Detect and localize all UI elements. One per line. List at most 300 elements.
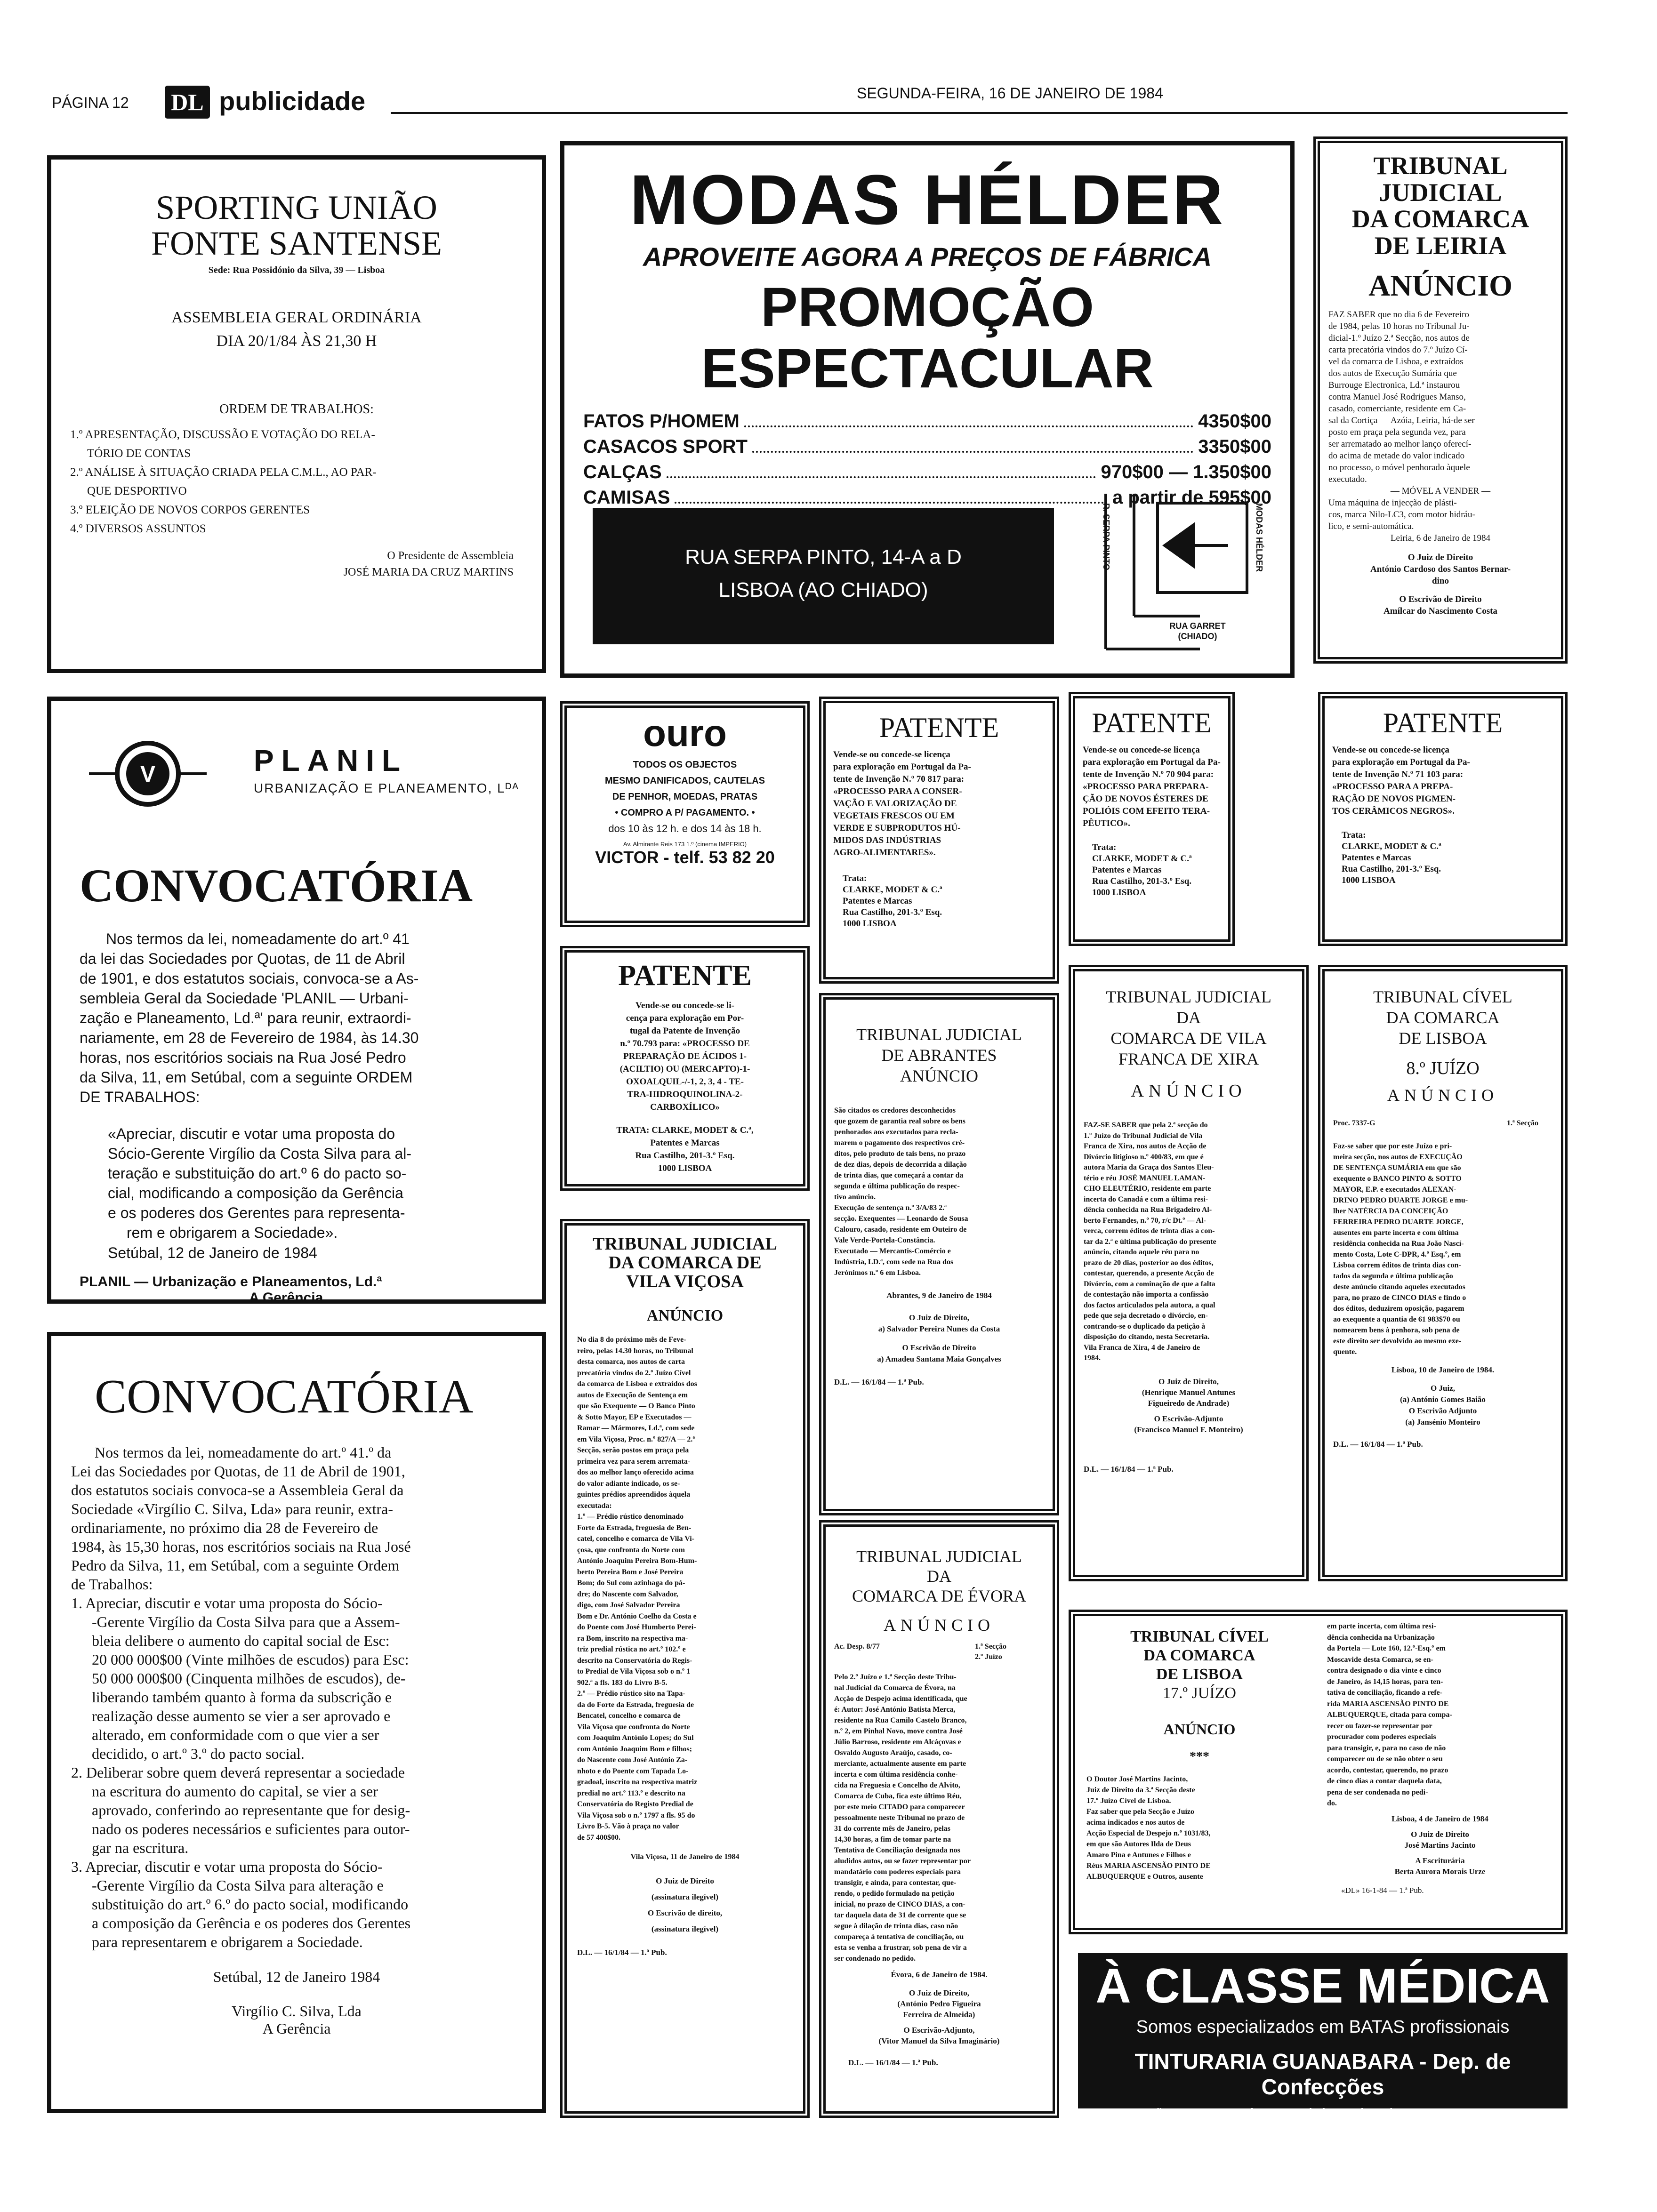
- abrantes-notice: [819, 993, 1059, 1515]
- sporting-orders: [70, 425, 542, 538]
- patente-line: PREPARAÇÃO DE ÁCIDOS 1-: [623, 1051, 747, 1061]
- body-line: por este meio CITADO para comparecer: [834, 1803, 965, 1811]
- body-line: No dia 8 do próximo mês de Feve-: [577, 1336, 686, 1344]
- evora-dl: D.L. — 16/1/84 — 1.ª Pub.: [848, 2058, 938, 2067]
- title-line: FRANCA DE XIRA: [1118, 1050, 1259, 1068]
- map-garrett-label: RUA GARRET (CHIADO): [1169, 621, 1226, 641]
- body-line: de 1984, pelas 10 horas no Tribunal Ju-: [1328, 321, 1470, 331]
- body-line: prazo de 20 dias, posterior ao dos éditos,: [1084, 1258, 1214, 1267]
- body-line: casado, comerciante, residente em Ca-: [1328, 403, 1466, 414]
- body-line: predial no art.º 113.º e descrito na: [577, 1789, 685, 1797]
- title-line: TRIBUNAL JUDICIAL: [1106, 987, 1271, 1006]
- body-line: Bencatel, concelho e comarca de: [577, 1712, 681, 1720]
- body-line: quente.: [1333, 1348, 1357, 1356]
- body-line: segunda e última publicação do respec-: [834, 1182, 960, 1190]
- classe-company: TINTURARIA GUANABARA - Dep. de Confecções: [1134, 2049, 1511, 2099]
- civel-17-body-left: [1086, 1774, 1312, 1882]
- body-line: esta se venha a frustrar, sob pena de vir a: [834, 1944, 967, 1952]
- planil-body: [80, 929, 514, 1107]
- sporting-sign-1: O Presidente de Assembleia: [387, 550, 514, 562]
- patente-line: ÇÃO DE NOVOS ÉSTERES DE: [1083, 794, 1208, 804]
- sign-line: (a) Jansénio Monteiro: [1405, 1418, 1480, 1427]
- body-line: nal Judicial da Comarca de Évora, na: [834, 1684, 956, 1692]
- item-line: liberando também quanto à forma da subscrição e: [92, 1689, 392, 1706]
- trata-line: Trata:: [1342, 830, 1366, 840]
- body-line: 1.º Juízo do Tribunal Judicial de Vila: [1084, 1131, 1203, 1140]
- title-line: JUDICIAL: [1379, 178, 1502, 207]
- body-line: acordo, contestar, querendo, no prazo: [1327, 1766, 1448, 1774]
- price-item: FATOS P/HOMEM: [583, 411, 740, 432]
- ref-line: 2.º Juízo: [975, 1653, 1002, 1661]
- price-row: [583, 434, 1271, 459]
- body-line: to Predial de Vila Viçosa sob o n.º 1: [577, 1667, 691, 1676]
- body-line: — MÓVEL A VENDER —: [1390, 486, 1491, 496]
- body-line: incerta e com última residência conhe-: [834, 1771, 958, 1779]
- body-line: Divórcio litigioso n.º 400/83, em que é: [1084, 1153, 1204, 1161]
- body-line: CHO ELEUTÉRIO, residente em parte: [1084, 1185, 1211, 1193]
- body-line: precatória vindos do 2.º Juízo Cível: [577, 1369, 691, 1377]
- leiria-anuncio: ANÚNCIO: [1368, 268, 1512, 302]
- body-line: ausentes em parte incerta e com última: [1333, 1229, 1459, 1237]
- body-line: lher NATÉRCIA DA CONCEIÇÃO: [1333, 1207, 1448, 1215]
- trata-line: CLARKE, MODET & C.ª: [1342, 842, 1441, 851]
- body-line: deste anúncio citando aqueles executados: [1333, 1283, 1465, 1291]
- virgilio-items: [71, 1594, 522, 1951]
- body-line: incerta do Canadá e com a última resi-: [1084, 1195, 1208, 1203]
- leiria-title: [1328, 152, 1552, 259]
- modas-address-2: LISBOA (AO CHIADO): [718, 578, 928, 601]
- body-line: de dez dias, depois de decorrida a dilação: [834, 1161, 967, 1169]
- sign-line: José Martins Jacinto: [1404, 1840, 1476, 1850]
- body-line: horas, nos escritórios sociais na Rua José Pedro: [80, 1049, 406, 1066]
- patente-line: tugal da Patente de Invenção: [629, 1026, 740, 1036]
- patente-1-trata: [843, 873, 1045, 930]
- body-line: Faz-se saber que por este Juízo e pri-: [1333, 1142, 1452, 1150]
- vicosa-anuncio: ANÚNCIO: [646, 1306, 724, 1324]
- body-line: MAYOR, E.P. e executados ALEXAN-: [1333, 1186, 1456, 1194]
- body-line: dos estatutos sociais convoca-se a Assembleia Geral da: [71, 1482, 404, 1499]
- sign-line: Berta Aurora Morais Urze: [1394, 1867, 1486, 1876]
- body-line: merciante, actualmente ausente em parte: [834, 1760, 966, 1768]
- body-line: 17.º Juízo Cível de Lisboa.: [1086, 1796, 1171, 1805]
- page-date: SEGUNDA-FEIRA, 16 DE JANEIRO DE 1984: [857, 85, 1163, 102]
- body-line: tério e réu JOSÉ MANUEL LAMAN-: [1084, 1174, 1206, 1182]
- body-line: para transigir, e, para no caso de não: [1327, 1744, 1446, 1752]
- body-line: Acção de Despejo acima identificada, que: [834, 1695, 967, 1703]
- body-line: Divórcio, com a cominação de que a falta: [1084, 1280, 1215, 1288]
- body-line: n.º 2, em Pinhal Novo, move contra José: [834, 1727, 963, 1735]
- body-line: Sociedade «Virgílio C. Silva, Lda» para reunir, extra-: [71, 1500, 393, 1518]
- sign-line: a) Amadeu Santana Maia Gonçalves: [877, 1354, 1001, 1363]
- sign-line: O Escrivão de direito,: [647, 1908, 723, 1917]
- leiria-body: [1328, 309, 1552, 544]
- body-line: carta precatória vindos do 7.º Juízo Cí-: [1328, 345, 1468, 355]
- body-line: digo, com José Salvador Pereira: [577, 1601, 680, 1610]
- xira-anuncio: ANÚNCIO: [1131, 1081, 1247, 1101]
- title-line: DE LISBOA: [1399, 1029, 1487, 1048]
- body-line: tativa de conciliação, ficando a refe-: [1327, 1689, 1442, 1697]
- sign-line: O Escrivão de Direito: [1399, 594, 1482, 604]
- item-line: gar na escritura.: [92, 1839, 189, 1857]
- body-line: mento Costa, Lote C-DPR, 4.º Esq.º, em: [1333, 1250, 1461, 1258]
- title-line: COMARCA DE VILA: [1110, 1029, 1267, 1048]
- patente-line: RAÇÃO DE NOVOS PIGMEN-: [1332, 794, 1456, 804]
- patente-small-ad: [560, 946, 810, 1191]
- body-line: guintes prédios apreendidos àquela: [577, 1491, 691, 1499]
- title-line: TRIBUNAL CÍVEL: [1373, 987, 1512, 1006]
- virgilio-date: Setúbal, 12 de Janeiro 1984: [213, 1968, 380, 1986]
- abrantes-date: Abrantes, 9 de Janeiro de 1984: [886, 1291, 992, 1300]
- sign-line: O Juiz de Direito,: [909, 1313, 970, 1322]
- title-line: DA COMARCA: [1386, 1008, 1500, 1027]
- body-line: acima indicados e nos autos de: [1086, 1818, 1185, 1827]
- body-line: Execução de sentença n.º 3/A/83 2.ª: [834, 1204, 947, 1212]
- sign-line: (assinatura ilegível): [651, 1892, 719, 1901]
- body-line: Osvaldo Augusto Araújo, casado, co-: [834, 1749, 952, 1757]
- modas-title: MODAS HÉLDER: [629, 160, 1225, 239]
- body-line: Júlio Barroso, residente em Alcáçovas e: [834, 1738, 961, 1746]
- body-line: cida na Freguesia e Concelho de Alvito,: [834, 1781, 960, 1789]
- abrantes-sign: [834, 1312, 1044, 1365]
- body-line: berto Fernandes, n.º 70, r/c Dt.º — Al-: [1084, 1216, 1206, 1225]
- body-line: anúncio, citando aquele réu para no: [1084, 1248, 1199, 1256]
- civel-8-juizo: 8.º JUÍZO: [1406, 1058, 1480, 1078]
- trata-line: TRATA: CLARKE, MODET & C.ª,: [616, 1125, 754, 1135]
- body-line: ser arrematado ao melhor lanço oferecí-: [1328, 439, 1472, 449]
- ouro-lines: [572, 757, 797, 837]
- trata-line: 1000 LISBOA: [658, 1163, 712, 1173]
- civel-17-body-right: [1327, 1621, 1553, 1809]
- body-line: Vila Viçosa que confronta do Norte: [577, 1723, 690, 1731]
- body-line: dência conhecida na Urbanização: [1327, 1633, 1435, 1642]
- body-line: é: Autor: José António Batista Merca,: [834, 1706, 956, 1714]
- patente-2-lines: [1083, 744, 1221, 830]
- body-line: com António Joaquim Bom e filhos;: [577, 1745, 692, 1753]
- body-line: que são Exequente — O Banco Pinto: [577, 1402, 695, 1411]
- body-line: em que são Autores Ilda de Deus: [1086, 1840, 1191, 1848]
- body-line: Conservatória do Registo Predial de: [577, 1800, 693, 1809]
- patente-2-trata: [1092, 842, 1221, 898]
- title-line: 17.º JUÍZO: [1163, 1684, 1236, 1702]
- patente-line: VAÇÃO E VALORIZAÇÃO DE: [833, 799, 957, 809]
- body-line: 14,30 horas, a fim de tomar parte na: [834, 1835, 951, 1843]
- modas-address-1: RUA SERPA PINTO, 14-A a D: [685, 545, 962, 569]
- price-item: CAMISAS: [583, 487, 670, 508]
- trata-line: Trata:: [1092, 842, 1117, 852]
- civel-8-seccao: 1.ª Secção: [1507, 1119, 1538, 1127]
- body-line: tar da 2.ª e última publicação do presente: [1084, 1237, 1216, 1246]
- body-line: do acima de metade do valor indicado: [1328, 450, 1465, 461]
- section-logo-icon: [165, 86, 210, 119]
- body-line: da lei das Sociedades por Quotas, de 11 de Abril: [80, 950, 405, 967]
- body-line: do.: [1327, 1799, 1337, 1807]
- modas-address-box: [593, 508, 1054, 644]
- body-line: de Janeiro, às 14,15 horas, para ten-: [1327, 1677, 1443, 1686]
- body-line: Jerónimos n.º 6 em Lisboa.: [834, 1269, 921, 1277]
- item-line: nado os poderes necessários e suficientes para outor-: [92, 1820, 410, 1838]
- body-line: primeira vez para serem arremata-: [577, 1457, 691, 1466]
- sign-line: (Henrique Manuel Antunes: [1142, 1387, 1236, 1397]
- body-line: Calouro, casado, residente em Outeiro de: [834, 1226, 967, 1234]
- patente-line: Vende-se ou concede-se li-: [635, 1001, 734, 1010]
- page-number: PÁGINA 12: [52, 94, 129, 111]
- civel-17-title: [1086, 1627, 1312, 1703]
- sporting-sede: Sede: Rua Possidónio da Silva, 39 — Lisboa: [208, 265, 385, 276]
- patente-line: para exploração em Portugal da Pa-: [1083, 757, 1221, 767]
- body-line: Livro B-5. Vão à praça no valor: [577, 1822, 679, 1831]
- civel-17-date: Lisboa, 4 de Janeiro de 1984: [1392, 1814, 1488, 1823]
- title-line: TRIBUNAL CÍVEL: [1130, 1628, 1269, 1645]
- title-line: COMARCA DE ÉVORA: [852, 1587, 1027, 1605]
- body-line: dos factos articulados pela autora, a qual: [1084, 1301, 1215, 1309]
- patente-line: «PROCESSO PARA A CONSER-: [833, 786, 962, 796]
- body-line: desta comarca, nos autos de carta: [577, 1358, 685, 1366]
- xira-sign: [1084, 1376, 1294, 1435]
- body-line: aludidos autos, ou se fazer representar por: [834, 1857, 971, 1865]
- body-line: sal da Cortiça — Azóia, Leiria, há-de ser: [1328, 415, 1475, 425]
- item-line: 20 000 000$00 (Vinte milhões de escudos) para Esc:: [92, 1651, 409, 1668]
- body-line: dre; do Nascente com Salvador,: [577, 1590, 678, 1598]
- sign-line: O Juiz de Direito,: [909, 1988, 970, 1997]
- body-line: ALBUQUERQUE, citada para compa-: [1327, 1711, 1452, 1719]
- svg-text:V: V: [140, 762, 156, 787]
- sign-line: O Juiz,: [1431, 1384, 1455, 1393]
- body-line: inicial, no prazo de CINCO DIAS, a con-: [834, 1900, 965, 1908]
- title-line: TRIBUNAL: [1373, 152, 1508, 180]
- body-line: DE SENTENÇA SUMÁRIA em que são: [1333, 1164, 1461, 1172]
- planil-sign-2: A Gerência: [249, 1290, 323, 1306]
- body-line: comparecer ou de se não obter o seu: [1327, 1755, 1443, 1763]
- body-line: residência conhecida na Rua João Nascí-: [1333, 1240, 1464, 1248]
- sign-line: (Vitor Manuel da Silva Imaginário): [878, 2036, 1000, 2045]
- sign-line: a) Salvador Pereira Nunes da Costa: [878, 1324, 1000, 1333]
- patente-line: para exploração em Portugal da Pa-: [833, 762, 971, 772]
- body-line: FAZ SABER que no dia 6 de Fevereiro: [1328, 309, 1469, 320]
- body-line: Bom e Dr. António Coelho da Costa e: [577, 1612, 697, 1620]
- body-line: do valor adiante indicado, os se-: [577, 1479, 680, 1488]
- sporting-title-1: SPORTING UNIÃO: [156, 189, 437, 226]
- body-line: ordinariamente, no próximo dia 28 de Fevereiro de: [71, 1519, 378, 1537]
- body-line: residente na Rua Camilo Castelo Branco,: [834, 1716, 967, 1724]
- patente-3-title: PATENTE: [1383, 707, 1503, 738]
- civel-17-anuncio: ANÚNCIO: [1163, 1721, 1236, 1738]
- body-line: & Sotto Mayor, EP e Executados —: [577, 1413, 692, 1421]
- body-line: contrando-se o duplicado da petição à: [1084, 1322, 1206, 1330]
- body-line: tados da segunda e última publicação: [1333, 1272, 1453, 1280]
- body-line: Réus MARIA ASCENSÃO PINTO DE: [1086, 1861, 1211, 1870]
- patente-3-ad: [1318, 692, 1568, 946]
- quote-line: cial, modificando a composição da Gerência: [108, 1185, 403, 1202]
- civel-17-sign: [1327, 1829, 1553, 1877]
- patente-line: Vende-se ou concede-se licença: [833, 750, 950, 760]
- body-line: Uma máquina de injecção de plásti-: [1328, 497, 1457, 508]
- body-line: dos autos de Execução Sumária que: [1328, 368, 1457, 378]
- price-row: [583, 459, 1271, 485]
- sign-line: (António Pedro Figueira: [897, 1999, 981, 2008]
- body-line: Lisboa correm éditos de trinta dias con-: [1333, 1261, 1461, 1269]
- body-line: 31 do corrente mês de Janeiro, pelas: [834, 1825, 950, 1833]
- sign-line: O Juiz de Direito: [656, 1876, 714, 1885]
- modas-helder-ad: [560, 141, 1295, 678]
- body-line: nhoto e do Poente com Tapada Lo-: [577, 1767, 689, 1775]
- ouro-line: MESMO DANIFICADOS, CAUTELAS: [605, 776, 765, 786]
- map-shop-label: MODAS HÉLDER: [1255, 503, 1264, 572]
- patente-1-ad: [819, 697, 1059, 984]
- body-line: rendo, o pedido formulado na petição: [834, 1890, 955, 1898]
- patente-line: TRA-HIDROQUINOLINA-2-: [627, 1090, 743, 1099]
- title-line: TRIBUNAL JUDICIAL: [593, 1234, 777, 1254]
- body-line: secção. Exequentes — Leonardo de Sousa: [834, 1215, 968, 1223]
- patente-line: tente de Invenção N.º 70 817 para:: [833, 774, 965, 784]
- trata-line: Rua Castilho, 201-3.º Esq.: [635, 1151, 735, 1161]
- body-line: dos éditos, deduzirem oposição, pagarem: [1333, 1305, 1464, 1313]
- body-line: pena de ser condenada no pedi-: [1327, 1788, 1428, 1796]
- body-line: penhorados aos executados para recla-: [834, 1128, 958, 1136]
- body-line: Moscavide desta Comarca, se en-: [1327, 1655, 1433, 1664]
- patente-3-lines: [1332, 744, 1553, 817]
- item-line: para representarem e obrigarem a Sociedade.: [92, 1933, 363, 1951]
- ouro-line: dos 10 às 12 h. e dos 14 às 18 h.: [608, 823, 762, 834]
- body-line: 1984, às 15,30 horas, nos escritórios sociais na Rua José: [71, 1538, 411, 1555]
- trata-line: 1000 LISBOA: [1342, 875, 1396, 885]
- order-line: 3.º ELEIÇÃO DE NOVOS CORPOS GERENTES: [70, 504, 310, 517]
- trata-line: Rua Castilho, 201-3.º Esq.: [1342, 864, 1441, 874]
- body-line: Burrouge Electronica, Ld.ª instaurou: [1328, 380, 1460, 390]
- civel-8-ref: [1333, 1117, 1552, 1130]
- patente-1-title: PATENTE: [879, 712, 999, 743]
- body-line: de Trabalhos:: [71, 1576, 153, 1593]
- body-line: para, no prazo de CINCO DIAS e findo o: [1333, 1294, 1466, 1302]
- body-line: descrito na Conservatória do Regis-: [577, 1656, 692, 1665]
- item-line: na escritura do aumento do capital, se vier a ser: [92, 1783, 378, 1800]
- header-rule: [391, 112, 1568, 114]
- body-line: ser condenado no pedido.: [834, 1955, 916, 1963]
- body-line: Nos termos da lei, nomeadamente do art.º 41.º da: [95, 1444, 392, 1461]
- body-line: nomearem bens à penhora, sob pena de: [1333, 1326, 1460, 1334]
- order-line: 2.º ANÁLISE À SITUAÇÃO CRIADA PELA C.M.L., AO PAR-: [70, 466, 377, 479]
- body-line: contra Manuel José Rodrigues Manso,: [1328, 392, 1466, 402]
- body-line: catel, concelho e comarca de Vila Vi-: [577, 1535, 694, 1543]
- vicosa-notice: [560, 1219, 810, 2118]
- trata-line: Patentes e Marcas: [843, 896, 912, 906]
- abrantes-title: [834, 1024, 1044, 1086]
- trata-line: Patentes e Marcas: [1092, 865, 1162, 875]
- trata-line: Trata:: [843, 874, 867, 883]
- body-line: da do Forte da Estrada, freguesia de: [577, 1700, 694, 1709]
- patente-line: Vende-se ou concede-se licença: [1083, 745, 1200, 755]
- vicosa-body: [577, 1334, 793, 1863]
- xira-notice: [1069, 965, 1309, 1581]
- civel-8-proc: Proc. 7337-G: [1333, 1119, 1375, 1127]
- item-line: aprovado, conferindo ao representante que for desig-: [92, 1802, 410, 1819]
- body-line: com Joaquim António Lopes; do Sul: [577, 1734, 694, 1742]
- virgilio-sign-1: Virgílio C. Silva, Lda: [232, 2003, 362, 2020]
- item-line: 3. Apreciar, discutir e votar uma proposta do Sócio-: [71, 1858, 383, 1875]
- body-line: berto Pereira Bom e José Pereira: [577, 1568, 684, 1576]
- body-line: Bom; do Sul com azinhaga do pá-: [577, 1579, 685, 1587]
- body-line: cos, marca Nilo-LC3, com motor hidráu-: [1328, 509, 1475, 520]
- virgilio-ad: [47, 1332, 546, 2113]
- body-line: 1984.: [1084, 1354, 1101, 1362]
- body-line: Amaro Pina e Antunes e Filhos e: [1086, 1851, 1191, 1859]
- abrantes-body: [834, 1105, 1044, 1278]
- body-line: António Joaquim Pereira Bom-Hum-: [577, 1557, 697, 1565]
- title-line: DE LEIRIA: [1374, 232, 1507, 260]
- patente-line: MIDOS DAS INDÚSTRIAS: [833, 835, 941, 845]
- body-line: dência conhecida na Rua Brigadeiro Al-: [1084, 1206, 1212, 1214]
- vicosa-title: [577, 1235, 793, 1291]
- body-line: executado.: [1328, 474, 1367, 484]
- price-row: [583, 409, 1271, 434]
- sporting-sign-2: JOSÉ MARIA DA CRUZ MARTINS: [343, 566, 514, 579]
- ouro-ad: [560, 701, 810, 927]
- planil-sign-1: PLANIL — Urbanização e Planeamentos, Ld.ª: [80, 1274, 382, 1290]
- item-line: 50 000 000$00 (Cinquenta milhões de escudos), de-: [92, 1670, 406, 1687]
- body-line: Pelo 2.º Juízo e 1.ª Secção deste Tribu-: [834, 1673, 957, 1681]
- ouro-phone: VICTOR - telf. 53 82 20: [595, 848, 775, 867]
- sign-line: O Juiz de Direito: [1411, 1829, 1469, 1839]
- body-line: autos de Execução de Sentença em: [577, 1391, 688, 1399]
- section-title: publicidade: [219, 86, 366, 116]
- body-line: DE TRABALHOS:: [80, 1089, 200, 1106]
- civel-8-sign: [1333, 1383, 1552, 1428]
- body-line: do Nascente com José António Za-: [577, 1756, 688, 1764]
- body-line: em parte incerta, com última resi-: [1327, 1622, 1436, 1630]
- civel-8-date: Lisboa, 10 de Janeiro de 1984.: [1391, 1365, 1495, 1374]
- body-line: rida MARIA ASCENSÃO PINTO DE: [1327, 1699, 1449, 1708]
- patente-line: OXOALQUIL-/-1, 2, 3, 4 - TE-: [626, 1077, 744, 1087]
- classe-address: Av. João XXI, 5-D - 1000 (Metro Areeiro) - R. Infantaria 16, 55-C - 1300 LISBOA: [1125, 2106, 1521, 2118]
- body-line: Vila Franca de Xira, 4 de Janeiro de: [1084, 1343, 1200, 1352]
- civel-17-left: [1086, 1627, 1312, 1882]
- body-line: zação e Planeamento, Ld.ª' para reunir, extraordi-: [80, 1010, 411, 1026]
- body-line: Tentativa de Conciliação designada nos: [834, 1846, 960, 1854]
- item-line: bleia delibere o aumento do capital social de Esc:: [92, 1632, 390, 1650]
- patente-line: n.º 70.793 para: «PROCESSO DE: [620, 1039, 750, 1049]
- planil-brand: PLANIL: [254, 744, 408, 777]
- patente-line: TOS CERÂMICOS NEGROS».: [1332, 806, 1455, 816]
- sign-line: Figueiredo de Andrade): [1148, 1398, 1230, 1408]
- body-line: Nos termos da lei, nomeadamente do art.º 41: [106, 930, 410, 947]
- body-line: contra designado o dia vinte e cinco: [1327, 1667, 1441, 1675]
- body-line: tar daquela data de 31 de corrente que se: [834, 1911, 966, 1919]
- sign-line: O Escrivão-Adjunto: [1154, 1414, 1223, 1423]
- item-line: alterado, em conformidade com o que vier a ser: [92, 1726, 379, 1744]
- body-line: disposição do citando, nesta Secretaria.: [1084, 1333, 1210, 1341]
- body-line: lico, e semi-automática.: [1328, 521, 1414, 531]
- body-line: Vila Viçosa sob o n.º 1797 a fls. 95 do: [577, 1811, 695, 1819]
- patente-line: para exploração em Portugal da Pa-: [1332, 757, 1470, 767]
- evora-ref-left: Ac. Desp. 8/77: [834, 1643, 880, 1651]
- body-line: contestar, querendo, a presente Acção de: [1084, 1269, 1214, 1277]
- sign-line: O Escrivão-Adjunto,: [903, 2026, 975, 2035]
- quote-line: rem e obrigarem a Sociedade».: [127, 1224, 338, 1241]
- body-line: São citados os credores desconhecidos: [834, 1106, 956, 1114]
- price-value: 3350$00: [1198, 436, 1271, 457]
- trata-line: Patentes e Marcas: [650, 1138, 720, 1148]
- evora-title: [834, 1547, 1044, 1606]
- body-line: Pedro da Silva, 11, em Setúbal, com a seguinte Ordem: [71, 1557, 400, 1574]
- evora-anuncio: ANÚNCIO: [884, 1616, 995, 1635]
- trata-line: Rua Castilho, 201-3.º Esq.: [843, 907, 942, 917]
- planil-ad: [47, 697, 546, 1304]
- evora-date: Évora, 6 de Janeiro de 1984.: [891, 1970, 988, 1979]
- body-line: Leiria, 6 de Janeiro de 1984: [1390, 533, 1491, 543]
- item-line: 2. Deliberar sobre quem deverá representar a sociedade: [71, 1764, 405, 1781]
- price-value: a partir de 595$00: [1112, 487, 1271, 508]
- sporting-assembly: ASSEMBLEIA GERAL ORDINÁRIA: [171, 309, 422, 327]
- sign-line: O Escrivão Adjunto: [1408, 1406, 1477, 1415]
